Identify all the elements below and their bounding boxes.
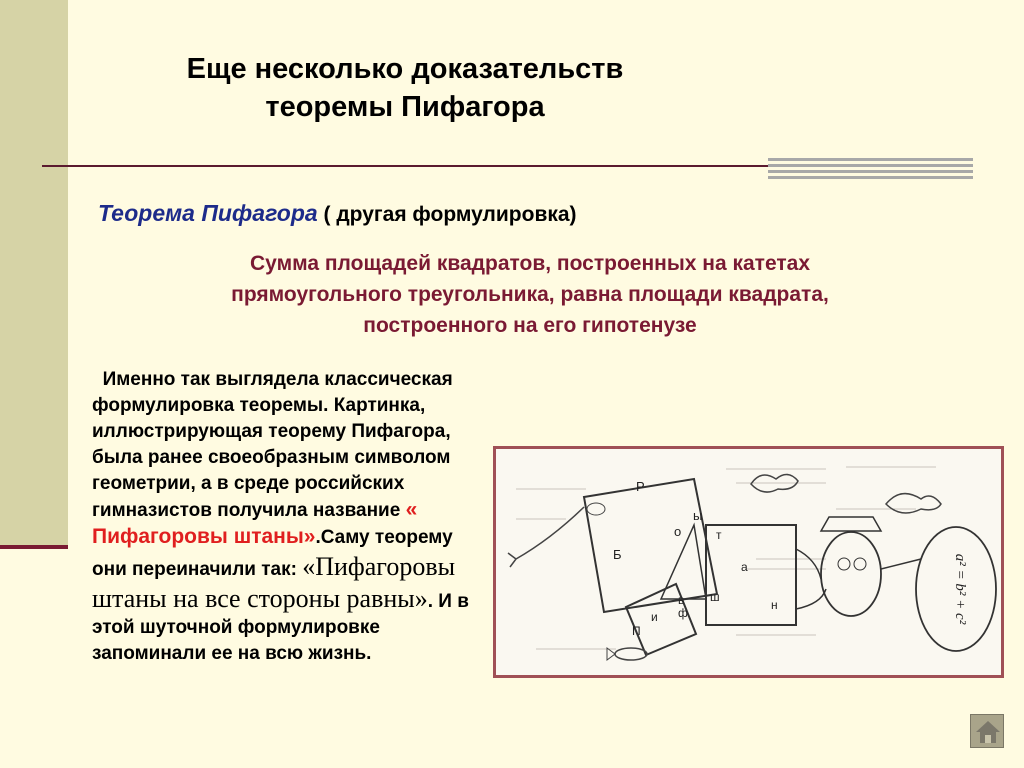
body-highlight: « Пифагоровы штаны» bbox=[92, 498, 418, 548]
statement-line3: построенного на его гипотенузе bbox=[363, 314, 697, 337]
sidebar-decoration bbox=[0, 0, 68, 545]
letter-t: т bbox=[716, 528, 722, 542]
letter-y: ы bbox=[693, 508, 703, 523]
letter-a: а bbox=[741, 560, 748, 574]
slide-title-line1: Еще несколько доказательств bbox=[186, 53, 624, 85]
letter-i: и bbox=[651, 610, 658, 624]
statement-line2: прямоугольного треугольника, равна площади квадрата, bbox=[231, 283, 829, 306]
letter-n: н bbox=[771, 598, 778, 612]
home-button[interactable] bbox=[970, 714, 1004, 748]
body-part3: . И в этой шуточной формулировке запоминали ее на всю жизнь. bbox=[92, 591, 469, 664]
body-part1: Именно так выглядела классическая формулировка теоремы. Картинка, иллюстрирующая теорему Пифагора, была ранее своеобразным символом геометрии, а в среде российских гимназистов получила название bbox=[92, 369, 453, 521]
body-paragraph bbox=[92, 367, 492, 667]
slide-title-line2: теоремы Пифагора bbox=[265, 91, 545, 123]
left-arm bbox=[516, 507, 584, 559]
letter-p: П bbox=[632, 624, 641, 638]
sidebar-underline bbox=[0, 545, 68, 549]
statement-line1: Сумма площадей квадратов, построенных на катетах bbox=[250, 252, 810, 275]
body-part2: .Саму теорему они переиначили так: bbox=[92, 527, 453, 580]
slide-title bbox=[100, 50, 710, 126]
letter-o: о bbox=[674, 524, 682, 539]
subtitle bbox=[98, 200, 577, 227]
cloud-right bbox=[886, 494, 941, 513]
title-divider bbox=[42, 165, 770, 167]
figure-head bbox=[821, 532, 881, 616]
letter-sh: ш bbox=[710, 590, 720, 604]
pythagoras-pants-illustration bbox=[493, 446, 1004, 678]
figure-eye-right bbox=[854, 558, 866, 570]
letter-b: Б bbox=[613, 547, 622, 562]
title-divider-stripes bbox=[768, 158, 973, 179]
letter-v: в bbox=[678, 593, 685, 607]
figure-hat bbox=[821, 517, 881, 531]
left-hand bbox=[508, 553, 516, 567]
formula-text: a² = b² + c² bbox=[952, 553, 968, 625]
figure-pointer bbox=[881, 559, 921, 569]
subtitle-theorem: Теорема Пифагора bbox=[98, 200, 318, 226]
subtitle-rest: ( другая формулировка) bbox=[317, 203, 577, 226]
body-joke-quote: «Пифагоровы штаны на все стороны равны» bbox=[92, 552, 456, 613]
left-bird bbox=[587, 503, 605, 515]
figure-eye-left bbox=[838, 558, 850, 570]
theorem-statement bbox=[120, 248, 940, 341]
illustration-svg bbox=[496, 449, 1001, 675]
letter-r: Р bbox=[636, 479, 645, 494]
bottom-fish-tail bbox=[607, 648, 615, 660]
letter-f: ф bbox=[678, 606, 688, 620]
background-text-noise bbox=[516, 467, 936, 649]
bottom-fish bbox=[615, 648, 647, 660]
home-icon bbox=[971, 715, 1005, 749]
